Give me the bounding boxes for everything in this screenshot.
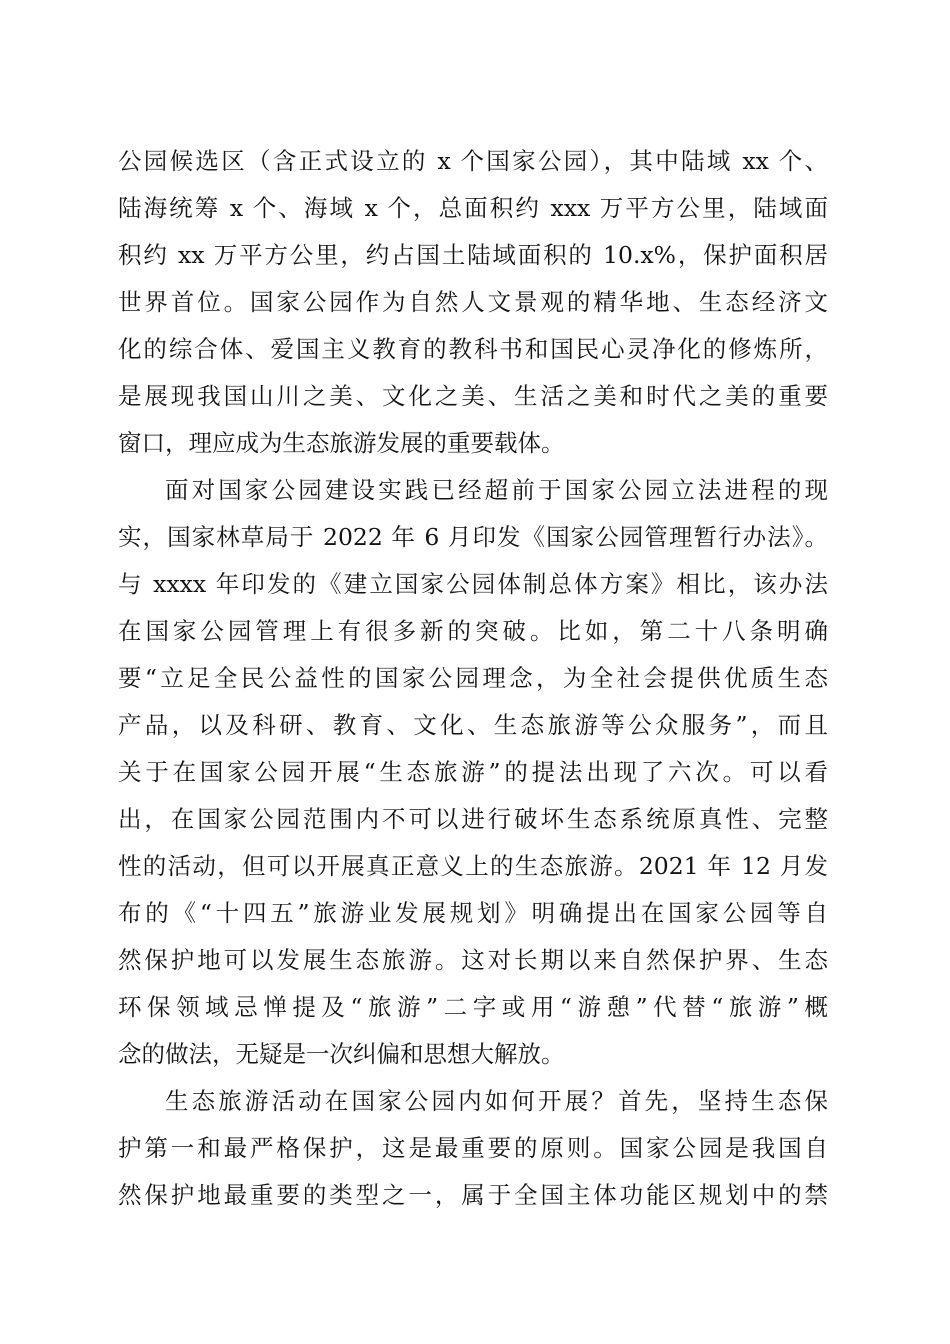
text-line: 实，国家林草局于 2022 年 6 月印发《国家公园管理暂行办法》。 [118,523,828,551]
text-line: 环保领域忌惮提及“旅游”二字或用“游憩”代替“旅游”概 [118,993,828,1021]
text-line: 产品，以及科研、教育、文化、生态旅游等公众服务”，而且 [118,711,828,739]
paragraph-2 [118,467,828,1078]
text-line: 是展现我国山川之美、文化之美、生活之美和时代之美的重要 [118,382,828,410]
text-line: 公园候选区（含正式设立的 x 个国家公园），其中陆域 xx 个、 [118,147,828,175]
text-line: 性的活动，但可以开展真正意义上的生态旅游。2021 年 12 月发 [118,852,828,880]
text-line: 窗口，理应成为生态旅游发展的重要载体。 [118,429,565,457]
text-line: 要“立足全民公益性的国家公园理念，为全社会提供优质生态 [118,664,828,692]
paragraph-1 [118,138,828,467]
text-line: 然保护地可以发展生态旅游。这对长期以来自然保护界、生态 [118,946,828,974]
text-line: 护第一和最严格保护，这是最重要的原则。国家公园是我国自 [118,1134,828,1162]
text-line: 关于在国家公园开展“生态旅游”的提法出现了六次。可以看 [118,758,828,786]
text-line: 与 xxxx 年印发的《建立国家公园体制总体方案》相比，该办法 [118,570,828,598]
text-line: 布的《“十四五”旅游业发展规划》明确提出在国家公园等自 [118,899,828,927]
text-line: 积约 xx 万平方公里，约占国土陆域面积的 10.x%，保护面积居 [118,241,828,269]
document-body [118,138,828,1219]
text-line: 然保护地最重要的类型之一，属于全国主体功能区规划中的禁 [118,1181,828,1209]
text-line: 念的做法，无疑是一次纠偏和思想大解放。 [118,1040,565,1068]
text-line: 在国家公园管理上有很多新的突破。比如，第二十八条明确 [118,617,828,645]
paragraph-3 [118,1078,828,1219]
text-line: 陆海统筹 x 个、海域 x 个，总面积约 xxx 万平方公里，陆域面 [118,194,828,222]
text-line: 世界首位。国家公园作为自然人文景观的精华地、生态经济文 [118,288,828,316]
text-line: 生态旅游活动在国家公园内如何开展？首先，坚持生态保 [165,1087,828,1115]
text-line: 化的综合体、爱国主义教育的教科书和国民心灵净化的修炼所， [118,335,828,363]
text-line: 出，在国家公园范围内不可以进行破坏生态系统原真性、完整 [118,805,828,833]
text-line: 面对国家公园建设实践已经超前于国家公园立法进程的现 [165,476,828,504]
